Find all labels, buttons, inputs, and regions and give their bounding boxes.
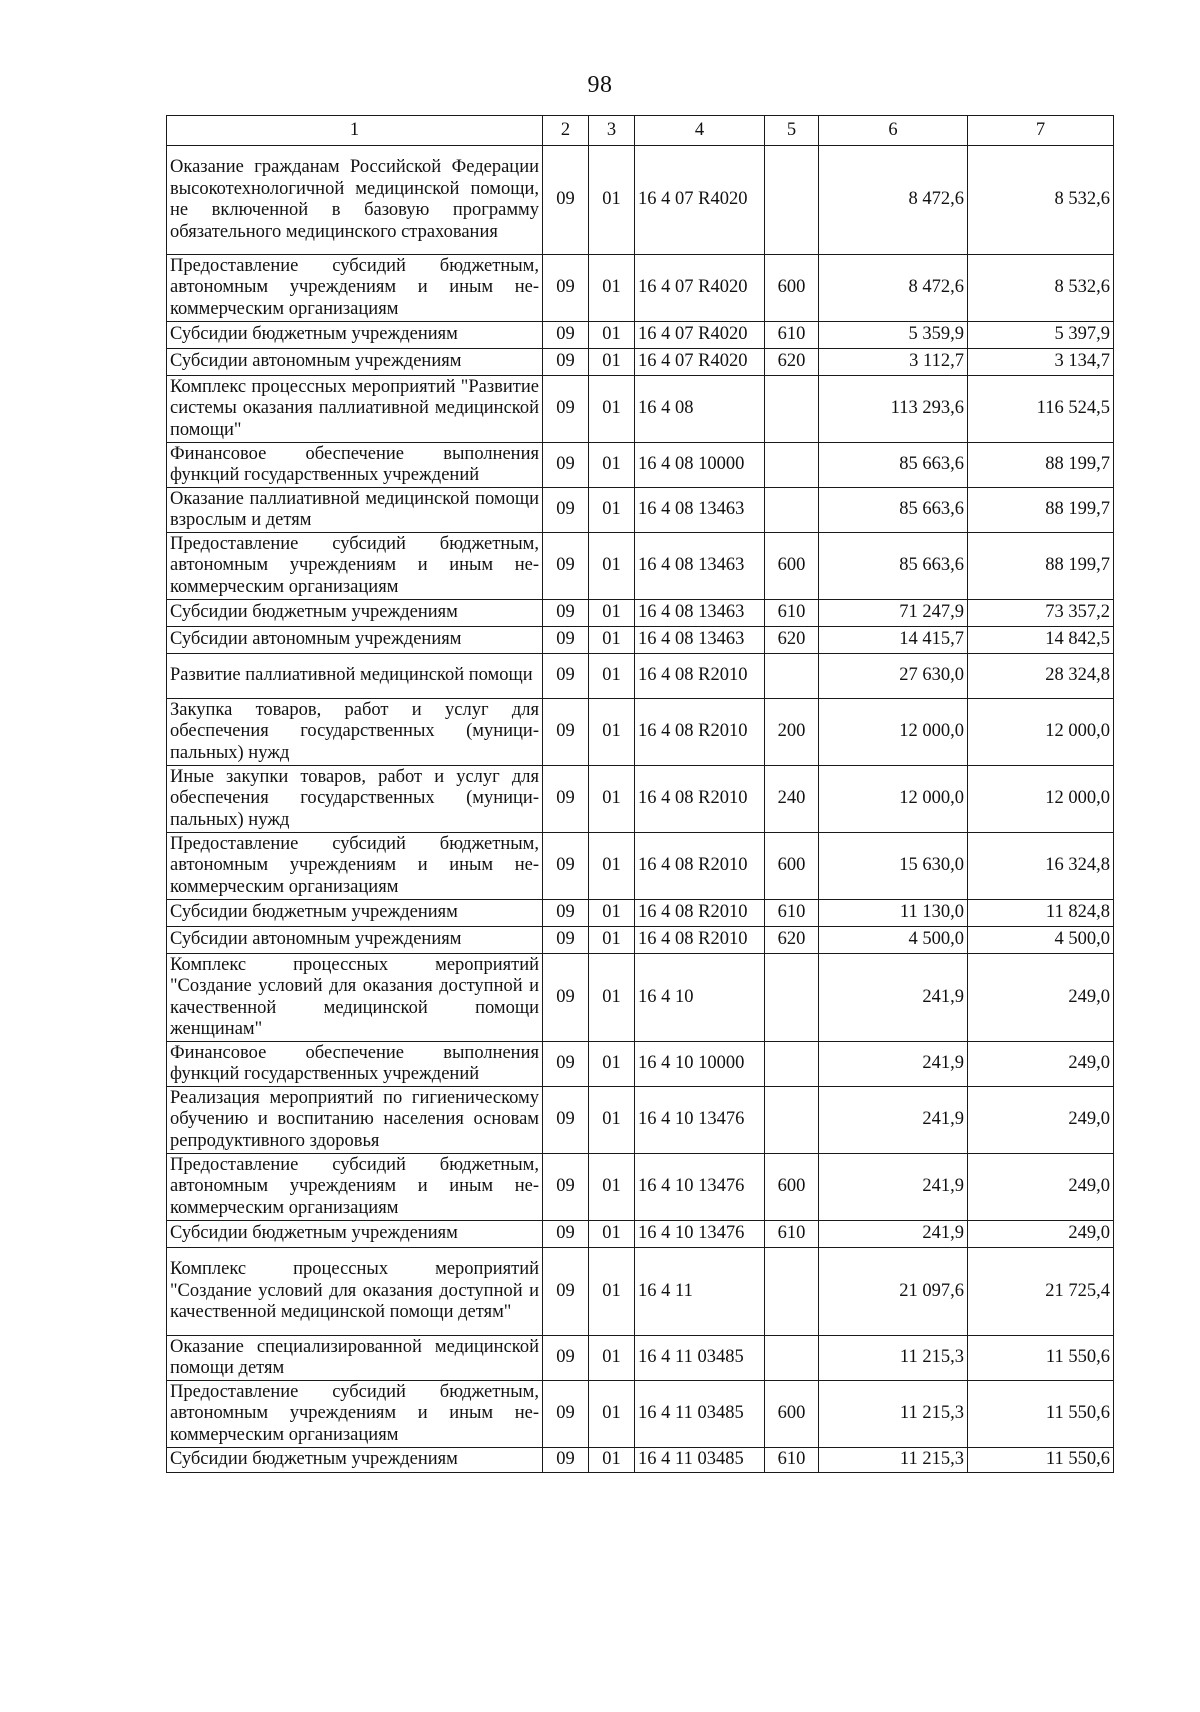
target-article-code: 16 4 08 xyxy=(635,376,765,443)
table-row xyxy=(167,1221,1114,1248)
row-name: Предоставление субсидий бюджетным, автономным учреждениям и иным некоммерческим организациям xyxy=(167,533,543,600)
amount-year-2: 12 000,0 xyxy=(968,766,1114,833)
subsection-code: 01 xyxy=(589,443,635,488)
expense-type-code: 610 xyxy=(765,322,819,349)
target-article-code: 16 4 10 10000 xyxy=(635,1042,765,1087)
section-code: 09 xyxy=(543,488,589,533)
amount-year-2: 249,0 xyxy=(968,1154,1114,1221)
amount-year-1: 12 000,0 xyxy=(819,766,968,833)
row-name: Закупка товаров, работ и услуг для обеспечения государственных (муниципальных) нужд xyxy=(167,699,543,766)
expense-type-code xyxy=(765,443,819,488)
section-code: 09 xyxy=(543,1221,589,1248)
expense-type-code xyxy=(765,1248,819,1336)
amount-year-2: 8 532,6 xyxy=(968,255,1114,322)
subsection-code: 01 xyxy=(589,699,635,766)
expense-type-code: 610 xyxy=(765,900,819,927)
amount-year-2: 11 550,6 xyxy=(968,1448,1114,1473)
row-name: Комплекс процессных мероприятий "Развитие системы оказания паллиативной медицинской помощи" xyxy=(167,376,543,443)
amount-year-2: 3 134,7 xyxy=(968,349,1114,376)
row-name: Комплекс процессных мероприятий "Создание условий для оказания доступной и качественной медицинской помощи женщинам" xyxy=(167,954,543,1042)
section-code: 09 xyxy=(543,1448,589,1473)
target-article-code: 16 4 11 xyxy=(635,1248,765,1336)
subsection-code: 01 xyxy=(589,488,635,533)
expense-type-code: 620 xyxy=(765,627,819,654)
amount-year-2: 14 842,5 xyxy=(968,627,1114,654)
expense-type-code xyxy=(765,376,819,443)
expense-type-code xyxy=(765,1336,819,1381)
table-row xyxy=(167,443,1114,488)
target-article-code: 16 4 08 R2010 xyxy=(635,900,765,927)
amount-year-2: 8 532,6 xyxy=(968,146,1114,255)
section-code: 09 xyxy=(543,349,589,376)
amount-year-2: 88 199,7 xyxy=(968,443,1114,488)
amount-year-2: 249,0 xyxy=(968,1221,1114,1248)
row-name: Предоставление субсидий бюджетным, автономным учреждениям и иным некоммерческим организациям xyxy=(167,1154,543,1221)
amount-year-1: 241,9 xyxy=(819,1221,968,1248)
column-header: 3 xyxy=(589,116,635,146)
amount-year-1: 14 415,7 xyxy=(819,627,968,654)
amount-year-1: 241,9 xyxy=(819,1042,968,1087)
amount-year-1: 5 359,9 xyxy=(819,322,968,349)
section-code: 09 xyxy=(543,654,589,699)
subsection-code: 01 xyxy=(589,1336,635,1381)
table-row xyxy=(167,1336,1114,1381)
table-row xyxy=(167,533,1114,600)
section-code: 09 xyxy=(543,900,589,927)
subsection-code: 01 xyxy=(589,1221,635,1248)
expense-type-code: 610 xyxy=(765,1448,819,1473)
subsection-code: 01 xyxy=(589,927,635,954)
expense-type-code: 600 xyxy=(765,255,819,322)
table-row xyxy=(167,900,1114,927)
section-code: 09 xyxy=(543,146,589,255)
expense-type-code: 200 xyxy=(765,699,819,766)
section-code: 09 xyxy=(543,1336,589,1381)
section-code: 09 xyxy=(543,1087,589,1154)
amount-year-1: 3 112,7 xyxy=(819,349,968,376)
expense-type-code: 240 xyxy=(765,766,819,833)
amount-year-1: 11 130,0 xyxy=(819,900,968,927)
target-article-code: 16 4 08 R2010 xyxy=(635,699,765,766)
row-name: Субсидии бюджетным учреждениям xyxy=(167,900,543,927)
subsection-code: 01 xyxy=(589,1248,635,1336)
subsection-code: 01 xyxy=(589,349,635,376)
row-name: Предоставление субсидий бюджетным, автономным учреждениям и иным некоммерческим организациям xyxy=(167,833,543,900)
table-row xyxy=(167,654,1114,699)
amount-year-1: 85 663,6 xyxy=(819,533,968,600)
expense-type-code: 620 xyxy=(765,349,819,376)
amount-year-1: 12 000,0 xyxy=(819,699,968,766)
section-code: 09 xyxy=(543,954,589,1042)
table-row xyxy=(167,833,1114,900)
expense-type-code xyxy=(765,954,819,1042)
subsection-code: 01 xyxy=(589,1087,635,1154)
table-row xyxy=(167,322,1114,349)
amount-year-2: 4 500,0 xyxy=(968,927,1114,954)
amount-year-1: 15 630,0 xyxy=(819,833,968,900)
budget-table xyxy=(166,115,1114,1473)
amount-year-1: 11 215,3 xyxy=(819,1381,968,1448)
expense-type-code xyxy=(765,1042,819,1087)
section-code: 09 xyxy=(543,833,589,900)
row-name: Реализация мероприятий по гигиеническому обучению и воспитанию населения основам репродуктивного здоровья xyxy=(167,1087,543,1154)
amount-year-2: 28 324,8 xyxy=(968,654,1114,699)
amount-year-2: 12 000,0 xyxy=(968,699,1114,766)
subsection-code: 01 xyxy=(589,627,635,654)
expense-type-code: 620 xyxy=(765,927,819,954)
table-row xyxy=(167,1087,1114,1154)
subsection-code: 01 xyxy=(589,1381,635,1448)
table-row xyxy=(167,1448,1114,1473)
subsection-code: 01 xyxy=(589,833,635,900)
table-row xyxy=(167,1154,1114,1221)
amount-year-2: 11 550,6 xyxy=(968,1381,1114,1448)
amount-year-2: 116 524,5 xyxy=(968,376,1114,443)
section-code: 09 xyxy=(543,600,589,627)
row-name: Оказание гражданам Российской Федерации высокотехнологичной медицинской помощи, не включенной в базовую программу обязательного медицинского страхования xyxy=(167,146,543,255)
amount-year-1: 241,9 xyxy=(819,1087,968,1154)
column-header: 2 xyxy=(543,116,589,146)
amount-year-1: 8 472,6 xyxy=(819,146,968,255)
section-code: 09 xyxy=(543,443,589,488)
section-code: 09 xyxy=(543,255,589,322)
amount-year-2: 21 725,4 xyxy=(968,1248,1114,1336)
column-header: 4 xyxy=(635,116,765,146)
row-name: Комплекс процессных мероприятий "Создание условий для оказания доступной и качественной медицинской помощи детям" xyxy=(167,1248,543,1336)
amount-year-2: 5 397,9 xyxy=(968,322,1114,349)
expense-type-code: 610 xyxy=(765,600,819,627)
row-name: Субсидии автономным учреждениям xyxy=(167,627,543,654)
amount-year-2: 73 357,2 xyxy=(968,600,1114,627)
section-code: 09 xyxy=(543,927,589,954)
row-name: Субсидии бюджетным учреждениям xyxy=(167,1221,543,1248)
column-header: 6 xyxy=(819,116,968,146)
amount-year-1: 241,9 xyxy=(819,1154,968,1221)
table-row xyxy=(167,488,1114,533)
amount-year-1: 8 472,6 xyxy=(819,255,968,322)
subsection-code: 01 xyxy=(589,900,635,927)
expense-type-code: 600 xyxy=(765,1381,819,1448)
amount-year-1: 71 247,9 xyxy=(819,600,968,627)
table-row xyxy=(167,927,1114,954)
amount-year-1: 4 500,0 xyxy=(819,927,968,954)
amount-year-2: 249,0 xyxy=(968,1087,1114,1154)
section-code: 09 xyxy=(543,1042,589,1087)
table-body xyxy=(167,146,1114,1473)
target-article-code: 16 4 08 R2010 xyxy=(635,766,765,833)
subsection-code: 01 xyxy=(589,654,635,699)
table-row xyxy=(167,600,1114,627)
target-article-code: 16 4 11 03485 xyxy=(635,1336,765,1381)
expense-type-code xyxy=(765,488,819,533)
amount-year-1: 11 215,3 xyxy=(819,1336,968,1381)
amount-year-1: 113 293,6 xyxy=(819,376,968,443)
table-row xyxy=(167,954,1114,1042)
amount-year-2: 88 199,7 xyxy=(968,533,1114,600)
table-row xyxy=(167,627,1114,654)
section-code: 09 xyxy=(543,766,589,833)
section-code: 09 xyxy=(543,533,589,600)
amount-year-1: 21 097,6 xyxy=(819,1248,968,1336)
expense-type-code xyxy=(765,146,819,255)
expense-type-code: 610 xyxy=(765,1221,819,1248)
amount-year-1: 85 663,6 xyxy=(819,488,968,533)
table-row xyxy=(167,349,1114,376)
target-article-code: 16 4 10 13476 xyxy=(635,1221,765,1248)
column-header: 7 xyxy=(968,116,1114,146)
section-code: 09 xyxy=(543,322,589,349)
expense-type-code: 600 xyxy=(765,833,819,900)
column-header: 1 xyxy=(167,116,543,146)
target-article-code: 16 4 08 13463 xyxy=(635,627,765,654)
row-name: Субсидии автономным учреждениям xyxy=(167,927,543,954)
section-code: 09 xyxy=(543,627,589,654)
target-article-code: 16 4 10 xyxy=(635,954,765,1042)
subsection-code: 01 xyxy=(589,533,635,600)
row-name: Финансовое обеспечение выполнения функций государственных учреждений xyxy=(167,443,543,488)
row-name: Оказание специализированной медицинской помощи детям xyxy=(167,1336,543,1381)
target-article-code: 16 4 10 13476 xyxy=(635,1154,765,1221)
subsection-code: 01 xyxy=(589,600,635,627)
row-name: Иные закупки товаров, работ и услуг для обеспечения государственных (муниципальных) нужд xyxy=(167,766,543,833)
target-article-code: 16 4 08 13463 xyxy=(635,533,765,600)
amount-year-2: 16 324,8 xyxy=(968,833,1114,900)
target-article-code: 16 4 07 R4020 xyxy=(635,322,765,349)
row-name: Субсидии бюджетным учреждениям xyxy=(167,600,543,627)
subsection-code: 01 xyxy=(589,954,635,1042)
table-row xyxy=(167,699,1114,766)
subsection-code: 01 xyxy=(589,1154,635,1221)
row-name: Субсидии автономным учреждениям xyxy=(167,349,543,376)
subsection-code: 01 xyxy=(589,146,635,255)
target-article-code: 16 4 08 13463 xyxy=(635,600,765,627)
amount-year-2: 11 550,6 xyxy=(968,1336,1114,1381)
target-article-code: 16 4 07 R4020 xyxy=(635,255,765,322)
table-row xyxy=(167,1248,1114,1336)
amount-year-1: 85 663,6 xyxy=(819,443,968,488)
target-article-code: 16 4 07 R4020 xyxy=(635,146,765,255)
amount-year-2: 249,0 xyxy=(968,1042,1114,1087)
target-article-code: 16 4 11 03485 xyxy=(635,1448,765,1473)
row-name: Финансовое обеспечение выполнения функций государственных учреждений xyxy=(167,1042,543,1087)
amount-year-1: 27 630,0 xyxy=(819,654,968,699)
table-row xyxy=(167,766,1114,833)
row-name: Предоставление субсидий бюджетным, автономным учреждениям и иным некоммерческим организациям xyxy=(167,255,543,322)
column-header: 5 xyxy=(765,116,819,146)
target-article-code: 16 4 07 R4020 xyxy=(635,349,765,376)
target-article-code: 16 4 08 R2010 xyxy=(635,927,765,954)
subsection-code: 01 xyxy=(589,322,635,349)
amount-year-2: 11 824,8 xyxy=(968,900,1114,927)
row-name: Субсидии бюджетным учреждениям xyxy=(167,1448,543,1473)
expense-type-code xyxy=(765,1087,819,1154)
page-number: 98 xyxy=(587,72,613,98)
row-name: Субсидии бюджетным учреждениям xyxy=(167,322,543,349)
row-name: Оказание паллиативной медицинской помощи взрослым и детям xyxy=(167,488,543,533)
expense-type-code xyxy=(765,654,819,699)
expense-type-code: 600 xyxy=(765,533,819,600)
section-code: 09 xyxy=(543,1248,589,1336)
target-article-code: 16 4 11 03485 xyxy=(635,1381,765,1448)
target-article-code: 16 4 08 13463 xyxy=(635,488,765,533)
subsection-code: 01 xyxy=(589,1042,635,1087)
section-code: 09 xyxy=(543,1381,589,1448)
column-number-row xyxy=(167,116,1114,146)
amount-year-2: 249,0 xyxy=(968,954,1114,1042)
subsection-code: 01 xyxy=(589,766,635,833)
amount-year-2: 88 199,7 xyxy=(968,488,1114,533)
table-row xyxy=(167,1042,1114,1087)
section-code: 09 xyxy=(543,376,589,443)
section-code: 09 xyxy=(543,699,589,766)
table-row xyxy=(167,146,1114,255)
subsection-code: 01 xyxy=(589,255,635,322)
target-article-code: 16 4 08 R2010 xyxy=(635,654,765,699)
expense-type-code: 600 xyxy=(765,1154,819,1221)
amount-year-1: 241,9 xyxy=(819,954,968,1042)
table-row xyxy=(167,1381,1114,1448)
target-article-code: 16 4 10 13476 xyxy=(635,1087,765,1154)
target-article-code: 16 4 08 10000 xyxy=(635,443,765,488)
table-row xyxy=(167,255,1114,322)
subsection-code: 01 xyxy=(589,376,635,443)
amount-year-1: 11 215,3 xyxy=(819,1448,968,1473)
subsection-code: 01 xyxy=(589,1448,635,1473)
target-article-code: 16 4 08 R2010 xyxy=(635,833,765,900)
section-code: 09 xyxy=(543,1154,589,1221)
row-name: Развитие паллиативной медицинской помощи xyxy=(167,654,543,699)
row-name: Предоставление субсидий бюджетным, автономным учреждениям и иным некоммерческим организациям xyxy=(167,1381,543,1448)
table-row xyxy=(167,376,1114,443)
